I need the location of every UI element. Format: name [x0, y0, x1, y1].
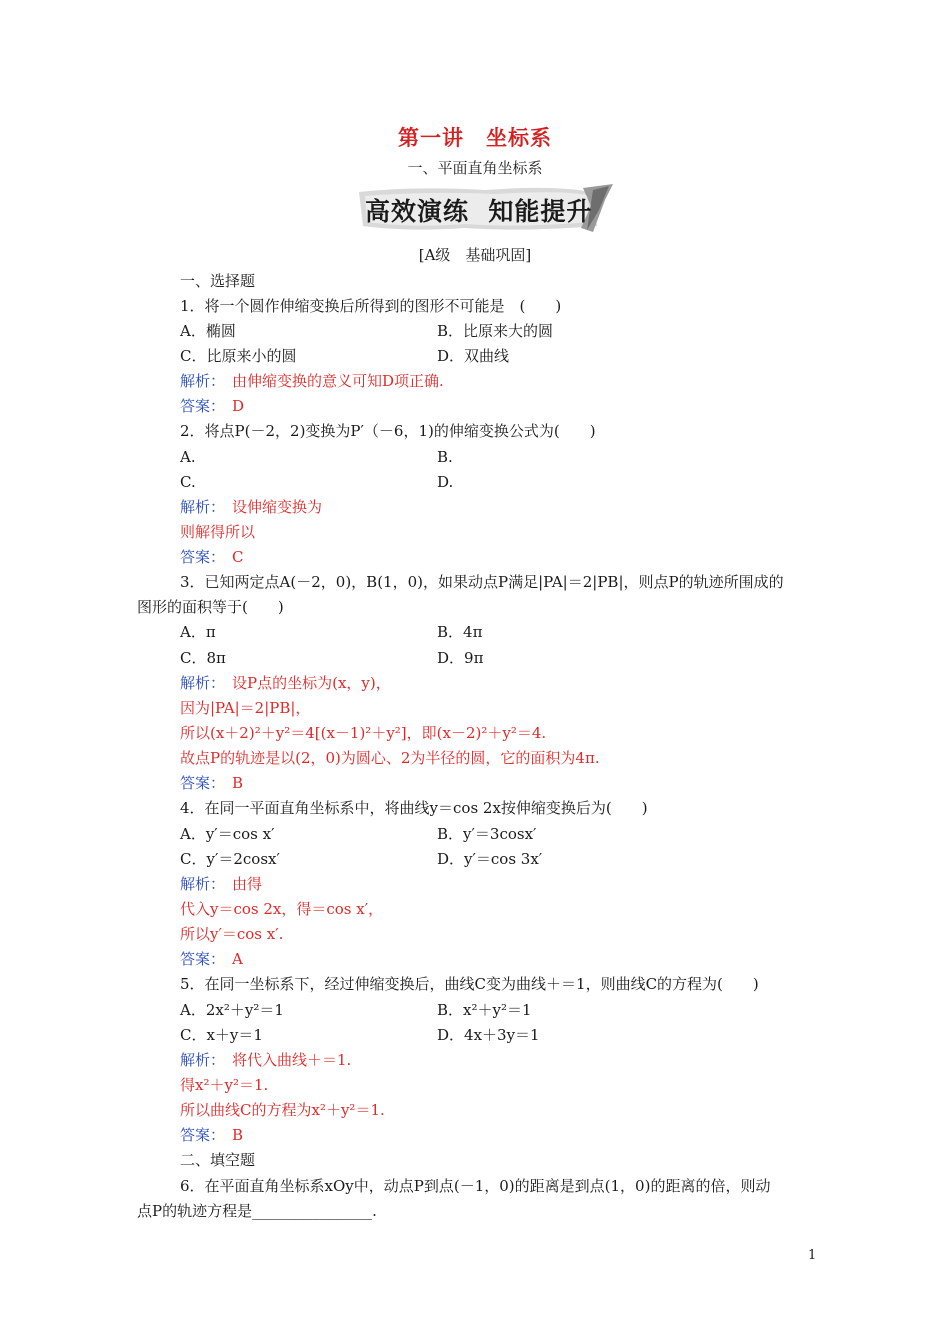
text-line: 所以(x＋2)²＋y²＝4[(x－1)²＋y²]，即(x－2)²＋y²＝4.: [180, 724, 547, 742]
page-number: 1: [808, 1248, 817, 1263]
text-line: 解析：: [180, 875, 226, 893]
text-line: A．2x²＋y²＝1: [180, 1001, 284, 1019]
text-line: B．比原来大的圆: [437, 322, 554, 340]
text-line: 答案：: [180, 950, 226, 968]
text-line: D．双曲线: [437, 347, 510, 365]
text-line: A.: [180, 448, 196, 466]
text-line: 4．在同一平面直角坐标系中，将曲线y＝cos 2x按伸缩变换后为( ): [180, 799, 648, 817]
level-label: [A级 基础巩固]: [418, 246, 532, 264]
text-line: 所以y′＝cos x′.: [180, 925, 284, 943]
text-line: A．π: [180, 623, 216, 641]
text-line: A．椭圆: [180, 322, 236, 340]
text-line: D．y′＝cos 3x′: [437, 850, 543, 868]
text-line: 代入y＝cos 2x，得＝cos x′，: [180, 900, 384, 918]
text-line: 2．将点P(－2，2)变换为P′（－6，1)的伸缩变换公式为( ): [180, 422, 596, 440]
text-line: 解析：: [180, 1051, 226, 1069]
text-line: 一、选择题: [180, 272, 256, 290]
text-line: 答案：: [180, 774, 226, 792]
text-line: 答案：: [180, 1126, 226, 1144]
text-line: 6．在平面直角坐标系xOy中，动点P到点(－1，0)的距离是到点(1，0)的距离的倍，则动: [180, 1177, 771, 1195]
text-line: 设伸缩变换为: [232, 498, 323, 516]
text-line: 5．在同一坐标系下，经过伸缩变换后，曲线C变为曲线＋＝1，则曲线C的方程为( ): [180, 975, 759, 993]
text-line: 由得: [232, 875, 263, 893]
text-line: B．x²＋y²＝1: [437, 1001, 532, 1019]
text-line: D．9π: [437, 649, 484, 667]
text-line: 解析：: [180, 498, 226, 516]
text-line: 解析：: [180, 674, 226, 692]
text-line: 由伸缩变换的意义可知D项正确.: [232, 372, 444, 390]
text-line: 所以曲线C的方程为x²＋y²＝1.: [180, 1101, 385, 1119]
text-line: 答案：: [180, 397, 226, 415]
text-line: A．y′＝cos x′: [180, 825, 275, 843]
text-line: B．y′＝3cosx′: [437, 825, 537, 843]
text-line: B: [232, 1126, 244, 1144]
text-line: 图形的面积等于( ): [137, 598, 284, 616]
text-line: 设P点的坐标为(x，y)，: [232, 674, 391, 692]
lecture-title: 第一讲 坐标系: [398, 125, 552, 150]
text-line: B．4π: [437, 623, 483, 641]
text-line: C: [232, 548, 244, 566]
text-line: 则解得所以: [180, 523, 256, 541]
text-line: C．y′＝2cosx′: [180, 850, 280, 868]
text-line: 因为|PA|＝2|PB|，: [180, 699, 311, 717]
banner-title: 高效演练 知能提升: [365, 197, 593, 226]
text-line: C．比原来小的圆: [180, 347, 297, 365]
text-line: 得x²＋y²＝1.: [180, 1076, 269, 1094]
text-line: 二、填空题: [180, 1151, 256, 1169]
text-line: 1．将一个圆作伸缩变换后所得到的图形不可能是 ( ): [180, 297, 562, 315]
text-line: C．x＋y＝1: [180, 1026, 263, 1044]
text-line: D: [232, 397, 245, 415]
text-line: C.: [180, 473, 196, 491]
text-line: 答案：: [180, 548, 226, 566]
text-line: A: [232, 950, 243, 968]
text-line: 3．已知两定点A(－2，0)，B(1，0)，如果动点P满足|PA|＝2|PB|，则点P的轨迹所围成的: [180, 573, 784, 591]
section-subtitle: 一、平面直角坐标系: [407, 159, 543, 177]
text-line: 将代入曲线＋＝1.: [232, 1051, 352, 1069]
text-line: B: [232, 774, 244, 792]
text-line: B.: [437, 448, 453, 466]
text-line: 点P的轨迹方程是________________.: [137, 1202, 377, 1220]
text-line: D．4x＋3y＝1: [437, 1026, 540, 1044]
text-line: D.: [437, 473, 454, 491]
text-line: C．8π: [180, 649, 226, 667]
text-line: 解析：: [180, 372, 226, 390]
text-line: 故点P的轨迹是以(2，0)为圆心、2为半径的圆，它的面积为4π.: [180, 749, 600, 767]
